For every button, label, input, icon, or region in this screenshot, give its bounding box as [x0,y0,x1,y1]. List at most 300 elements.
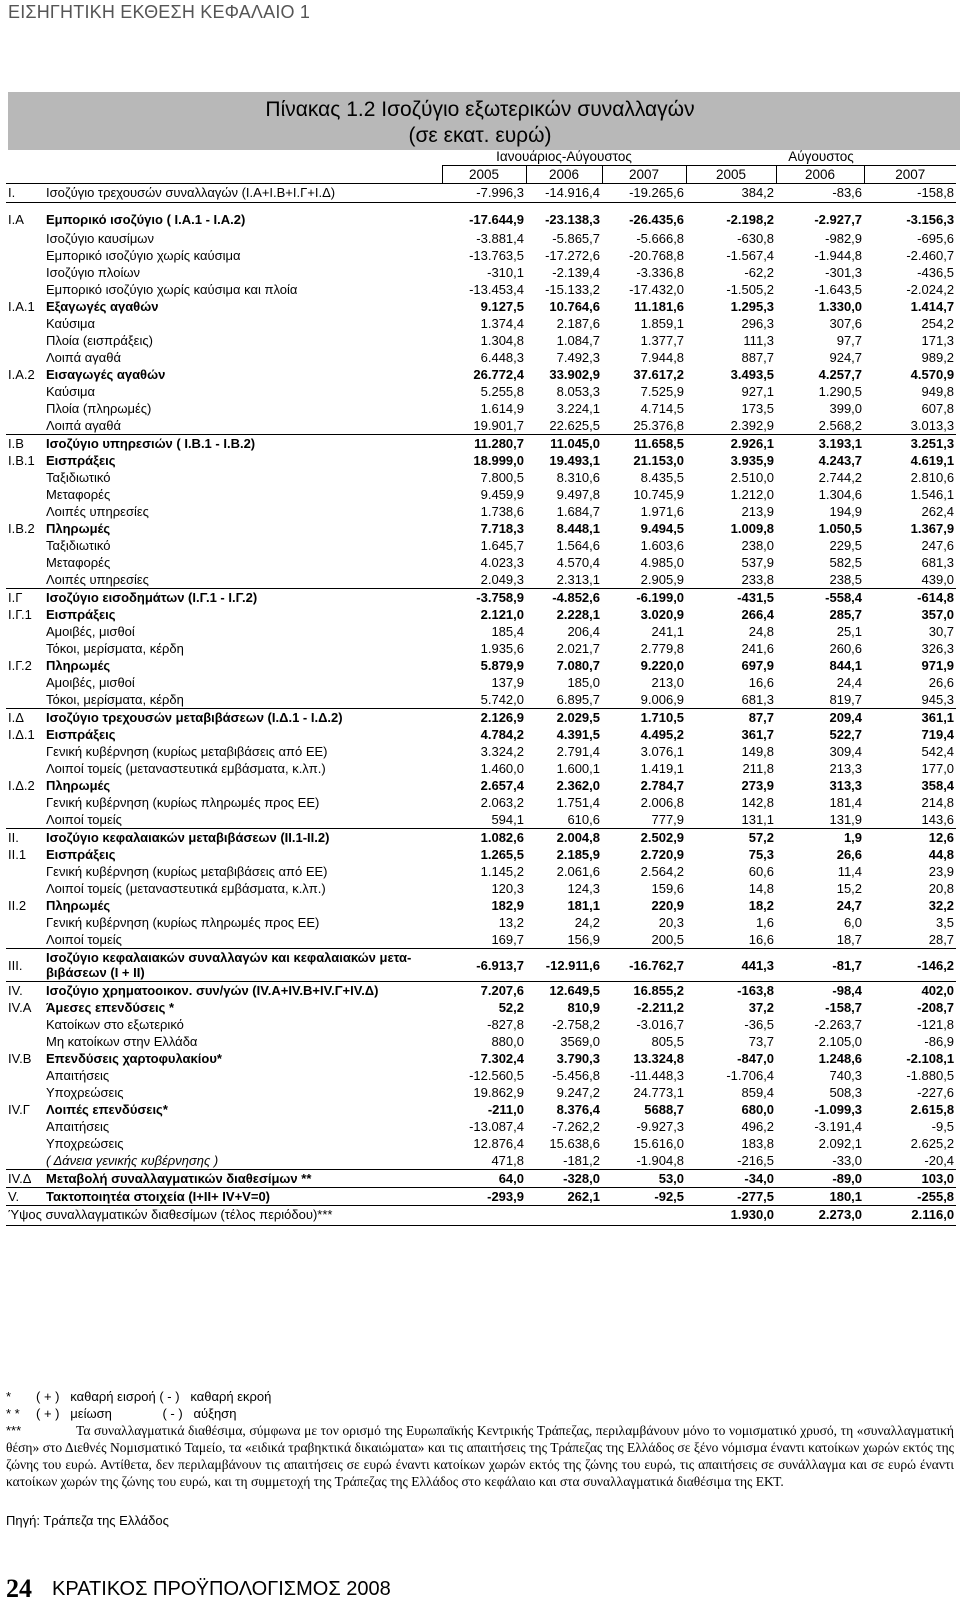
row-value: 924,7 [829,350,863,365]
row-value: 183,8 [741,1136,775,1151]
row-value: 1,6 [755,915,775,930]
row-label: Πληρωμές [46,898,111,913]
row-value: 2.564,2 [640,864,685,879]
row-value: 594,1 [491,812,524,827]
row-value: 180,1 [776,1188,864,1206]
table-title: Πίνακας 1.2 Ισοζύγιο εξωτερικών συναλλαγών [265,98,695,121]
row-value: -630,8 [737,231,775,246]
row-value: 7.718,3 [480,521,524,536]
table-row [6,880,956,897]
row-value: 313,3 [829,778,863,793]
row-label: Ισοζύγιο τρεχουσών συναλλαγών (I.A+I.B+I.Γ+I.Δ) [44,184,442,203]
row-value: -1.706,4 [726,1068,775,1083]
row-value: 25.376,8 [633,418,685,433]
row-value: 1.212,0 [730,487,775,502]
row-value: 262,1 [526,1188,602,1206]
row-value: -23.138,3 [526,203,602,231]
row-value: -3.016,7 [636,1017,685,1032]
row-value: 220,9 [651,898,685,913]
row-value: -2.108,1 [906,1051,955,1066]
row-value: 1.082,6 [442,829,526,847]
table-row [6,743,956,760]
table-row [6,1101,956,1118]
row-value: 3.224,1 [556,401,600,416]
row-code: I.Γ.2 [8,658,32,673]
row-label: Γενική κυβέρνηση (κυρίως πληρωμές προς ΕΕ) [46,915,320,930]
row-value: 2.187,6 [556,316,600,331]
table-row [6,589,956,607]
row-label: Γενική κυβέρνηση (κυρίως μεταβιβάσεις από ΕΕ) [46,744,328,759]
row-value: -34,0 [686,1170,776,1188]
source-note: Πηγή: Τράπεζα της Ελλάδος [6,1513,169,1528]
row-value: 20,3 [658,915,685,930]
row-value: 12,6 [864,829,956,847]
row-value: 75,3 [748,847,775,862]
footnote-text: ( + ) καθαρή εισροή ( - ) καθαρή εκροή [36,1389,272,1404]
table-row [6,264,956,281]
reserves-value: 2.116,0 [864,1206,956,1226]
footnote-mark: * * [6,1406,20,1421]
row-value: 24,2 [574,915,600,930]
row-value: 1.603,6 [640,538,685,553]
row-value: -436,5 [917,265,955,280]
row-value: 887,7 [741,350,775,365]
table-body [6,184,956,1226]
table-row [6,982,956,1000]
footnote-2 [6,1406,236,1421]
row-value: 233,8 [741,572,775,587]
row-value: 19.901,7 [473,418,524,433]
footnote-1 [6,1389,271,1404]
row-value: -614,8 [864,589,956,607]
page-header: ΕΙΣΗΓΗΤΙΚΗ ΕΚΘΕΣΗ ΚΕΦΑΛΑΙΟ 1 [8,2,311,22]
row-label: Απαιτήσεις [46,1068,110,1083]
row-value: -15.133,2 [545,282,600,297]
row-label: Τακτοποιητέα στοιχεία (I+II+ IV+V=0) [44,1188,442,1206]
row-value: 120,3 [491,881,524,896]
row-value: 1.751,4 [556,795,600,810]
row-value: -14.916,4 [526,184,602,203]
row-code [6,880,44,897]
row-code [6,640,44,657]
row-value: -83,6 [776,184,864,203]
row-code: I.Δ.2 [8,778,35,793]
row-value: 238,0 [741,538,775,553]
row-value: 11.280,7 [442,435,526,453]
table-row [6,726,956,743]
row-value: 2.615,8 [910,1102,955,1117]
row-value: 5.879,9 [480,658,524,673]
row-label: Αμοιβές, μισθοί [46,675,135,690]
table-row [6,383,956,400]
row-value: -5.456,8 [552,1068,600,1083]
table-subtitle: (σε εκατ. ευρώ) [408,124,552,147]
row-value: 18.999,0 [473,453,524,468]
row-code: I.Δ [6,709,44,727]
row-value: 8.310,6 [556,470,600,485]
row-value: 2.228,1 [556,607,600,622]
row-value: 1.265,5 [480,847,524,862]
row-value: 1.419,1 [640,761,685,776]
row-value: 496,2 [741,1119,775,1134]
row-value: 1.738,6 [480,504,524,519]
row-value: 14,8 [748,881,775,896]
row-value: 209,4 [776,709,864,727]
row-value: 4.243,7 [818,453,863,468]
row-value: 326,3 [921,641,955,656]
row-code [6,743,44,760]
row-value: 214,8 [921,795,955,810]
row-value: 7.080,7 [556,658,600,673]
reserves-value: 2.273,0 [776,1206,864,1226]
year-header: 2005 [442,166,526,184]
row-value: -11.448,3 [630,1068,685,1083]
row-value: 177,0 [921,761,955,776]
table-row [6,435,956,453]
row-value: 4.570,9 [910,367,955,382]
row-value: 37.617,2 [633,367,685,382]
row-code [6,332,44,349]
row-value: 247,6 [921,538,955,553]
table-row [6,230,956,247]
table-row [6,829,956,847]
row-value: -431,5 [686,589,776,607]
row-value: 11.045,0 [526,435,602,453]
table-row [6,777,956,794]
footnote-mark: *** [6,1423,22,1438]
row-label: Πλοία (πληρωμές) [46,401,152,416]
row-code: V. [6,1188,44,1206]
row-label: Κατοίκων στο εξωτερικό [46,1017,184,1032]
row-label: Εμπορικό ισοζύγιο ( I.A.1 - I.A.2) [44,203,442,231]
row-value: 24,8 [748,624,775,639]
row-value: 1.374,4 [480,316,524,331]
row-code [6,760,44,777]
row-value: 4.784,2 [480,727,524,742]
row-code: I.A.2 [8,367,35,382]
row-code: II.2 [8,898,27,913]
row-label: Ισοζύγιο καυσίμων [46,231,154,246]
row-value: 607,8 [921,401,955,416]
table-row [6,366,956,383]
row-value: 37,2 [748,1000,775,1015]
row-code: I.Γ.1 [8,607,32,622]
row-value: 2.810,6 [910,470,955,485]
row-value: 1.414,7 [910,299,955,314]
row-value: 2.791,4 [556,744,600,759]
row-code: IV.A [8,1000,32,1015]
table-row [6,281,956,298]
table-row [6,400,956,417]
table-row [6,1067,956,1084]
row-value: 6.895,7 [556,692,600,707]
row-value: 1.710,5 [602,709,686,727]
table-row [6,1118,956,1135]
row-value: 103,0 [864,1170,956,1188]
row-value: 399,0 [829,401,863,416]
table-row [6,203,956,231]
row-value: 53,0 [602,1170,686,1188]
row-value: 2.313,1 [556,572,600,587]
table-row [6,674,956,691]
row-value: -4.852,6 [526,589,602,607]
row-value: 2.121,0 [480,607,524,622]
row-value: 149,8 [741,744,775,759]
row-value: 12.649,5 [526,982,602,1000]
row-value: 213,0 [651,675,685,690]
row-value: -86,9 [924,1034,955,1049]
row-value: -558,4 [776,589,864,607]
table-row [6,417,956,435]
row-value: 6.448,3 [480,350,524,365]
row-code: I.Γ [6,589,44,607]
row-value: -98,4 [776,982,864,1000]
row-value: -1.904,8 [636,1153,685,1168]
table-row [6,184,956,203]
row-value: 7.207,6 [442,982,526,1000]
row-code: IV.B [8,1051,32,1066]
row-value: 131,1 [741,812,775,827]
row-value: -827,8 [487,1017,524,1032]
row-value: 7.492,3 [556,350,600,365]
row-code [6,811,44,829]
row-value: 13.324,8 [633,1051,685,1066]
row-value: 296,3 [741,316,775,331]
reserves-label: Ύψος συναλλαγματικών διαθεσίμων (τέλος περιόδου)*** [6,1206,442,1226]
row-value: 16.855,2 [602,982,686,1000]
row-value: -3.758,9 [442,589,526,607]
row-value: -92,5 [602,1188,686,1206]
row-value: -227,6 [917,1085,955,1100]
row-value: 5.255,8 [480,384,524,399]
row-label: Ισοζύγιο χρηματοοικον. συν/γών (IV.A+IV.B+IV.Γ+IV.Δ) [44,982,442,1000]
row-label: Λοιποί τομείς [46,932,122,947]
row-code: IV.Γ [8,1102,30,1117]
row-value: 273,9 [741,778,775,793]
row-label: Πληρωμές [46,521,111,536]
table-row [6,332,956,349]
row-value: -2.460,7 [906,248,955,263]
table-row [6,623,956,640]
row-value: 1.367,9 [910,521,955,536]
row-label: Ταξιδιωτικό [46,538,111,553]
row-value: -3.191,4 [814,1119,863,1134]
row-value: 1.971,6 [640,504,685,519]
row-label: Τόκοι, μερίσματα, κέρδη [46,692,184,707]
row-value: -6.199,0 [602,589,686,607]
row-code: III. [6,949,44,982]
row-value: 3.324,2 [480,744,524,759]
row-value: 57,2 [686,829,776,847]
row-value: 989,2 [921,350,955,365]
row-label: Λοιπά αγαθά [46,418,121,433]
row-value: 1.546,1 [910,487,955,502]
table-row [6,1033,956,1050]
row-value: -211,0 [487,1102,524,1117]
year-header: 2007 [864,166,956,184]
row-value: 2.784,7 [640,778,685,793]
row-value: 7.302,4 [480,1051,524,1066]
row-code [6,691,44,709]
row-value: 2.092,1 [818,1136,863,1151]
row-value: 1.304,8 [480,333,524,348]
row-label: Πληρωμές [46,658,111,673]
row-label: Πληρωμές [46,778,111,793]
row-code: I.B.2 [8,521,35,536]
row-value: 4.257,7 [818,367,863,382]
reserves-value: 1.930,0 [686,1206,776,1226]
row-label: Ταξιδιωτικό [46,470,111,485]
row-value: 23,9 [928,864,955,879]
row-value: 182,9 [491,898,524,913]
row-value: 30,7 [928,624,955,639]
table-row [6,486,956,503]
table-row [6,1084,956,1101]
row-code [6,554,44,571]
row-value: -9.927,3 [636,1119,685,1134]
row-value: -1.880,5 [906,1068,955,1083]
year-header: 2007 [602,166,686,184]
table-row [6,949,956,982]
row-label: Γενική κυβέρνηση (κυρίως πληρωμές προς ΕΕ) [46,795,320,810]
row-code [6,264,44,281]
row-value: -5.666,8 [636,231,685,246]
row-value: -89,0 [776,1170,864,1188]
row-label: Ισοζύγιο τρεχουσών μεταβιβάσεων (I.Δ.1 - I.Δ.2) [44,709,442,727]
row-code [6,914,44,931]
row-value: 4.985,0 [640,555,685,570]
table-row [6,1152,956,1170]
row-value: 18,2 [748,898,775,913]
year-header: 2006 [776,166,864,184]
table-row [6,1016,956,1033]
row-label: Λοιποί τομείς (μεταναστευτικά εμβάσματα, κ.λπ.) [46,881,326,896]
row-value: 2.029,5 [526,709,602,727]
row-code [6,1135,44,1152]
row-value: 24.773,1 [633,1085,685,1100]
row-value: 124,3 [567,881,600,896]
row-value: 1.935,6 [480,641,524,656]
row-label: Λοιπές επενδύσεις* [46,1102,168,1117]
table-row [6,640,956,657]
row-value: 3.493,5 [730,367,775,382]
table-row [6,469,956,486]
row-value: 97,7 [836,333,863,348]
row-value: 16,6 [748,675,775,690]
row-value: 111,3 [743,333,775,348]
table-row [6,1050,956,1067]
row-value: 9.247,2 [556,1085,600,1100]
row-value: 1.614,9 [480,401,524,416]
row-label: Πλοία (εισπράξεις) [46,333,153,348]
reserves-value [442,1206,526,1226]
row-value: 844,1 [829,658,863,673]
row-value: -3.336,8 [636,265,685,280]
row-value: 610,6 [567,812,600,827]
row-label: Εισπράξεις [46,453,116,468]
row-value: -1.944,8 [814,248,863,263]
row-value: 859,4 [741,1085,775,1100]
row-value: -9,5 [931,1119,955,1134]
row-value: 2.021,7 [556,641,600,656]
row-code [6,623,44,640]
row-code [6,1084,44,1101]
row-label: Μεταφορές [46,555,111,570]
row-value: 26.772,4 [473,367,524,382]
row-value: -17.272,6 [545,248,600,263]
row-value: 11,4 [837,864,863,879]
row-value: 2.362,0 [556,778,600,793]
row-code [6,503,44,520]
row-value: 200,5 [651,932,685,947]
row-value: 1.304,6 [818,487,863,502]
row-value: 9.220,0 [640,658,685,673]
balance-of-payments-table [6,148,956,1226]
row-value: -158,8 [864,184,956,203]
row-value: 181,4 [829,795,863,810]
table-row [6,503,956,520]
footnote-text: ( + ) μείωση ( - ) αύξηση [36,1406,237,1421]
table-row [6,1170,956,1188]
row-value: 439,0 [921,572,955,587]
row-value: 805,5 [651,1034,685,1049]
row-code [6,230,44,247]
row-value: 3.790,3 [556,1051,600,1066]
row-value: 137,9 [491,675,524,690]
row-code: I. [6,184,44,203]
year-header: 2006 [526,166,602,184]
row-value: -301,3 [825,265,863,280]
row-value: 7.800,5 [480,470,524,485]
row-value: 28,7 [928,932,955,947]
row-value: -2.139,4 [552,265,600,280]
row-value: -2.263,7 [814,1017,863,1032]
row-code [6,349,44,366]
row-value: -13.763,5 [469,248,524,263]
row-value: 1.460,0 [480,761,524,776]
row-label: Καύσιμα [46,384,96,399]
row-value: 2.720,9 [640,847,685,862]
row-value: 156,9 [567,932,600,947]
row-value: -158,7 [825,1000,863,1015]
footer-title: ΚΡΑΤΙΚΟΣ ΠΡΟΫΠΟΛΟΓΙΣΜΟΣ 2008 [52,1578,391,1600]
row-value: 9.127,5 [480,299,524,314]
row-value: 1.009,8 [730,521,775,536]
row-value: 173,5 [741,401,775,416]
row-value: 169,7 [491,932,524,947]
row-value: 142,8 [741,795,775,810]
row-value: -695,6 [917,231,955,246]
row-value: -146,2 [864,949,956,982]
row-value: 681,3 [921,555,955,570]
row-value: 680,0 [741,1102,775,1117]
row-value: 9.497,8 [556,487,600,502]
row-label: Ισοζύγιο κεφαλαιακών συναλλαγών και κεφαλαιακών μετα-βιβάσεων (I + II) [44,949,442,982]
row-value: 949,8 [921,384,955,399]
row-value: 266,4 [741,607,775,622]
row-value: -62,2 [744,265,775,280]
row-value: 1.050,5 [818,521,863,536]
row-value: 9.494,5 [640,521,685,536]
row-value: 44,8 [928,847,955,862]
row-label: Απαιτήσεις [46,1119,110,1134]
row-value: 1.145,2 [480,864,524,879]
row-label: Εισπράξεις [46,607,116,622]
table-row [6,897,956,914]
row-value: 522,7 [829,727,863,742]
row-value: 8.435,5 [640,470,685,485]
row-value: 262,4 [921,504,955,519]
